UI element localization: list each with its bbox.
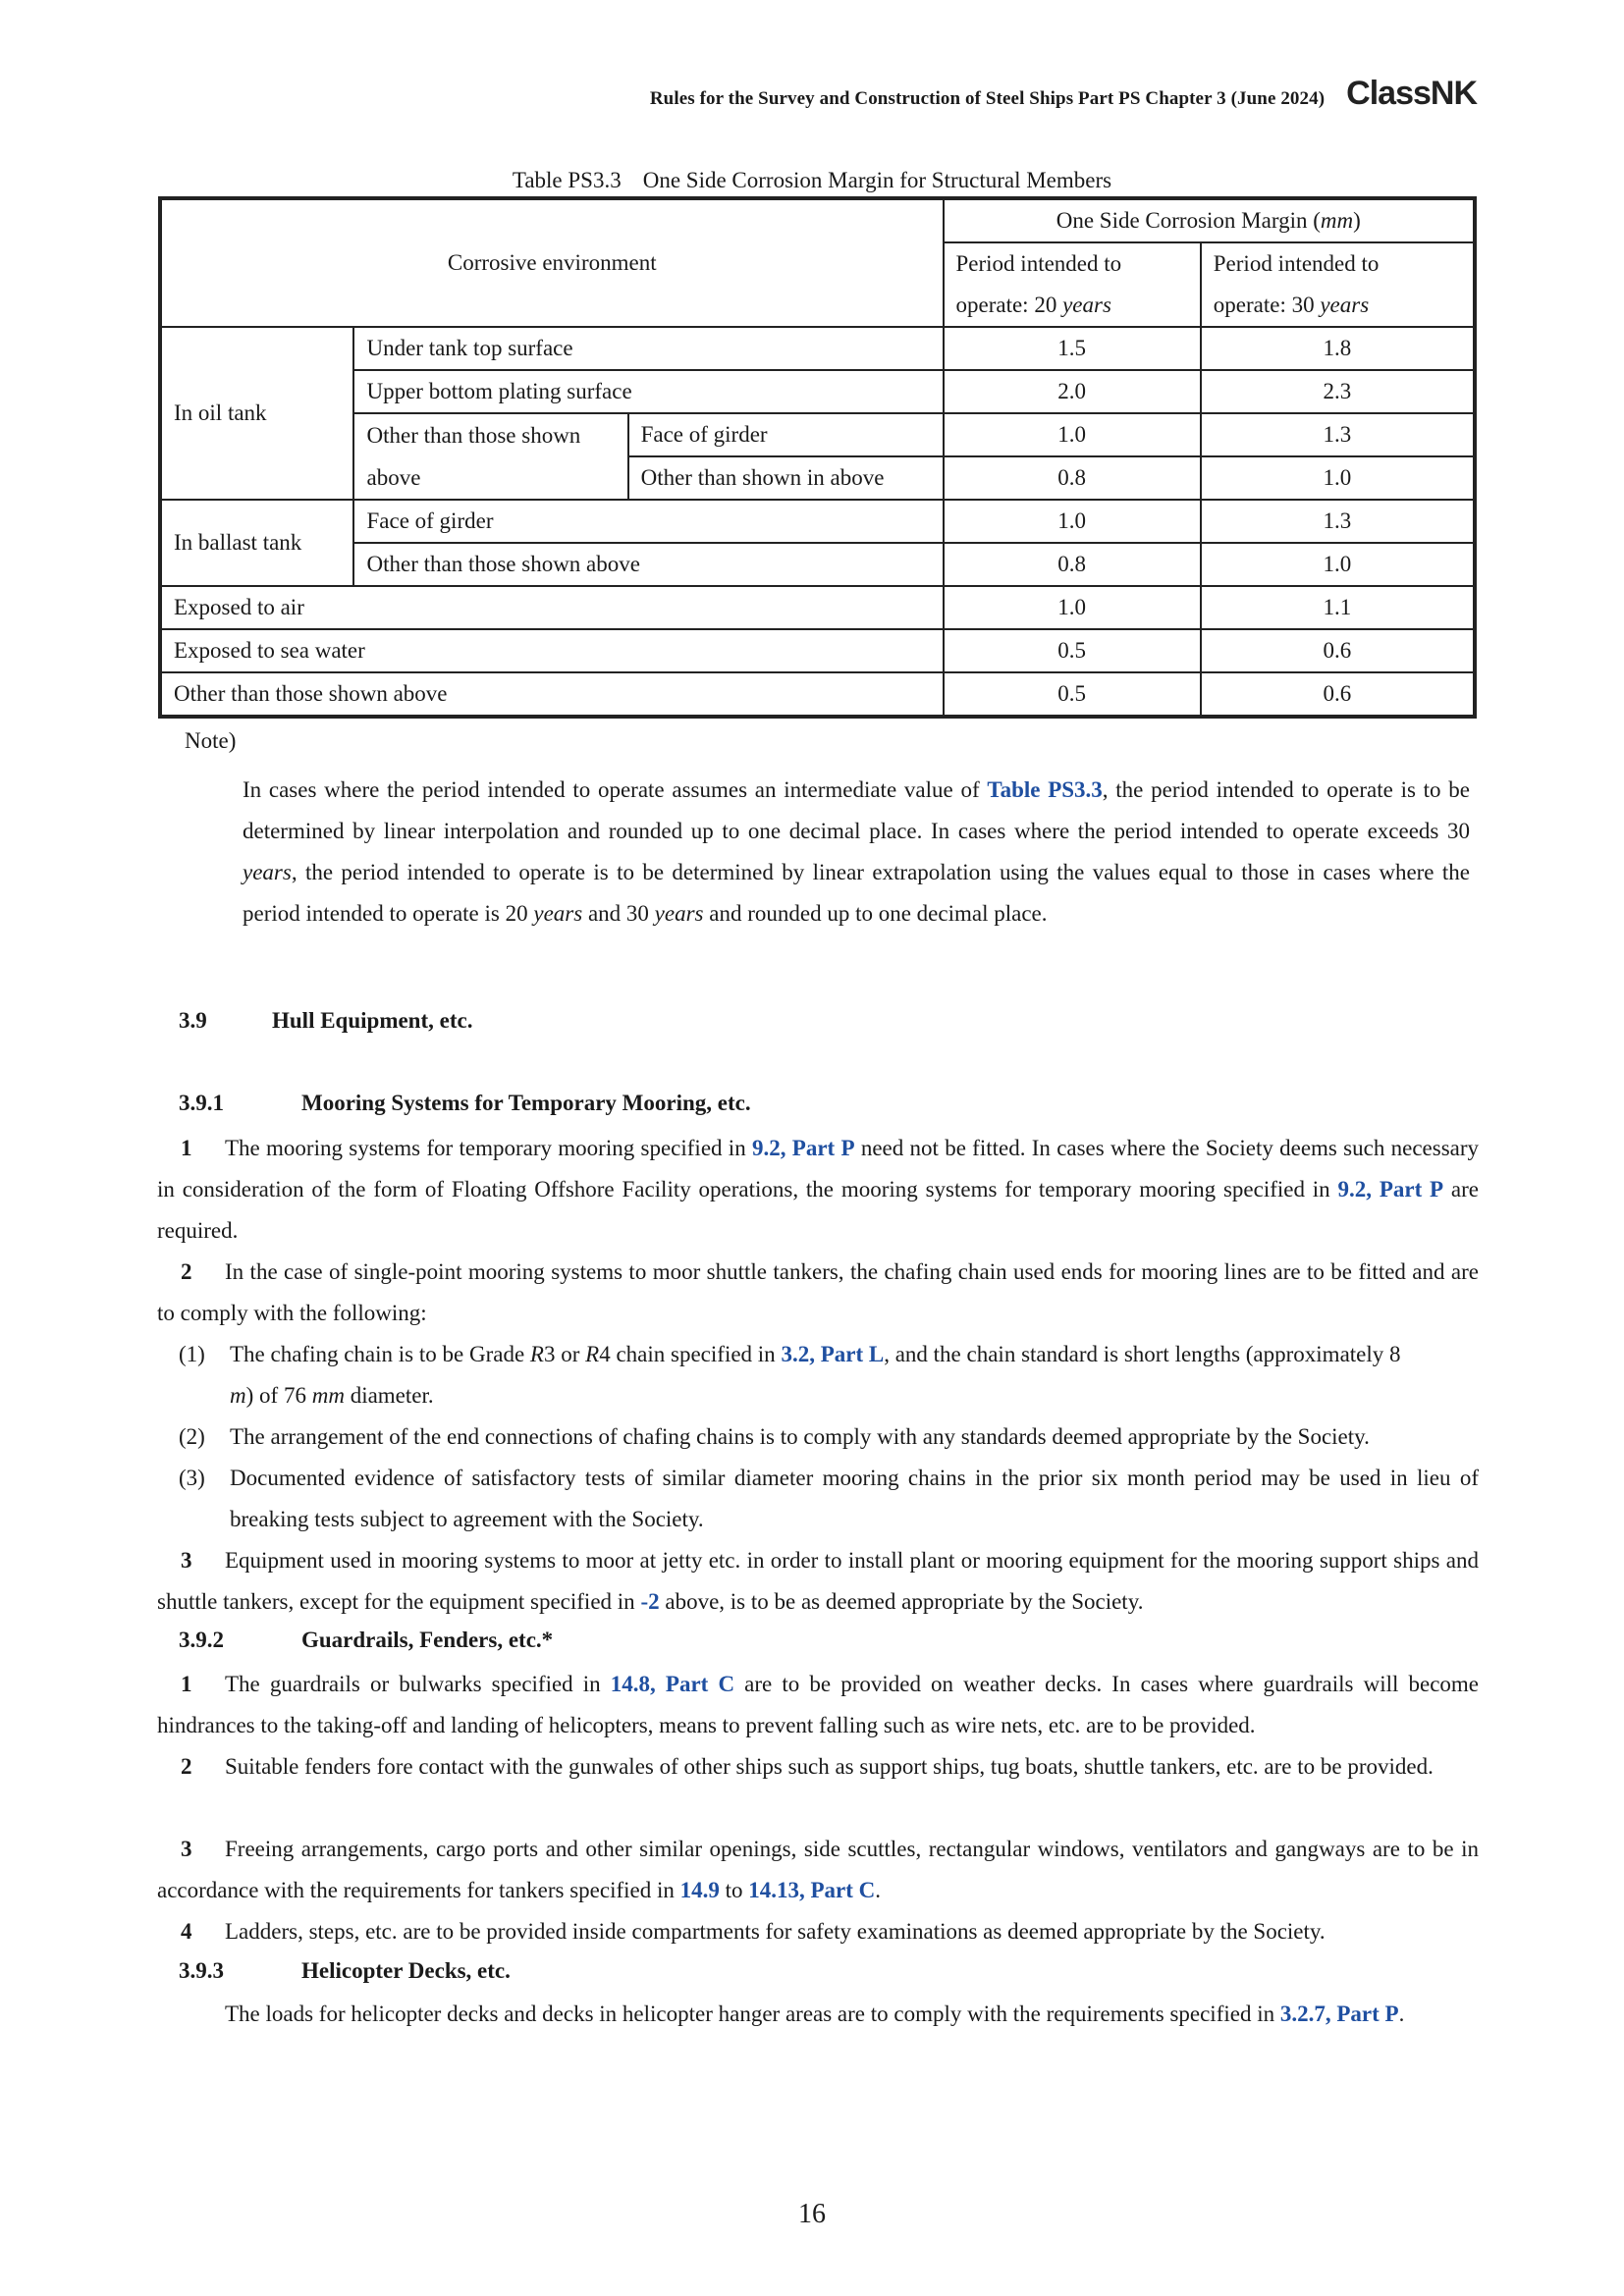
table-row — [160, 456, 1475, 500]
header-period-20-line2: operate: 20 years — [944, 285, 1201, 327]
value-20y: 0.8 — [944, 543, 1201, 586]
value-30y: 1.3 — [1201, 500, 1475, 543]
paragraph-2-link[interactable]: -2 — [640, 1589, 660, 1614]
list-item-2: (2) The arrangement of the end connections of chafing chains is to comply with any standards deemed appropriate by the Society. — [179, 1424, 1370, 1449]
part-c-14-8-link[interactable]: 14.8, Part C — [610, 1672, 735, 1696]
table-ps3-3-link[interactable]: Table PS3.3 — [987, 777, 1103, 802]
page-header — [650, 75, 1477, 113]
value-30y: 0.6 — [1201, 629, 1475, 672]
value-20y: 0.5 — [944, 672, 1201, 717]
paragraph-3-9-1-2: 2 In the case of single-point mooring systems to moor shuttle tankers, the chafing chain used ends for mooring lines are to be fitted and are to comply with the following: — [157, 1259, 1479, 1325]
row-label: Exposed to sea water — [160, 629, 944, 672]
value-30y: 1.3 — [1201, 413, 1475, 456]
part-p-3-2-7-link[interactable]: 3.2.7, Part P — [1279, 2002, 1399, 2026]
row-label: Face of girder — [628, 413, 944, 456]
table-row — [160, 500, 1475, 543]
table-caption — [0, 168, 1624, 193]
row-label: Other than those shown above — [160, 672, 944, 717]
part-c-14-9-link[interactable]: 14.9 — [679, 1878, 720, 1902]
corrosion-margin-table — [158, 196, 1477, 719]
value-20y: 1.0 — [944, 413, 1201, 456]
section-3-9-1-heading: 3.9.1 Mooring Systems for Temporary Mooring, etc. — [179, 1091, 751, 1115]
note-body: In cases where the period intended to operate assumes an intermediate value of Table PS3.3, the period intended to operate is to be determined by linear interpolation and rounded up to one decimal place. In cases where the period intended to operate exceeds 30 years, the period intended to operate is to be determined by linear extrapolation using the values equal to those in cases where the period intended to operate is 20 years and 30 years and rounded up to one decimal place. — [243, 777, 1470, 926]
subgroup-other-line2: above — [353, 456, 627, 500]
group-ballast-tank: In ballast tank — [160, 500, 353, 586]
part-p-9-2-link[interactable]: 9.2, Part P — [751, 1136, 855, 1160]
part-p-9-2-link[interactable]: 9.2, Part P — [1337, 1177, 1444, 1201]
header-period-30-line1: Period intended to — [1201, 242, 1475, 285]
value-20y: 0.8 — [944, 456, 1201, 500]
row-label: Exposed to air — [160, 586, 944, 629]
paragraph-3-9-1-1: 1 The mooring systems for temporary mooring specified in 9.2, Part P need not be fitted. In cases where the Society deems such necessary in consideration of the form of Floating Offshore Facility operations, the mooring systems for temporary mooring specified in 9.2, Part P are required. — [157, 1136, 1480, 1243]
paragraph-3-9-2-1: 1 The guardrails or bulwarks specified in 14.8, Part C are to be provided on weather decks. In cases where guardrails will become hindrances to the taking-off and landing of helicopters, means to prevent falling such as wire nets, etc. are to be provided. — [157, 1672, 1480, 1737]
table-row — [160, 413, 1475, 456]
row-label: Under tank top surface — [353, 327, 943, 370]
value-20y: 0.5 — [944, 629, 1201, 672]
value-30y: 1.8 — [1201, 327, 1475, 370]
section-3-9-3-heading: 3.9.3 Helicopter Decks, etc. — [179, 1958, 511, 1983]
value-30y: 2.3 — [1201, 370, 1475, 413]
running-title: Rules for the Survey and Construction of Steel Ships Part PS Chapter 3 (June 2024) — [649, 88, 1326, 109]
table-row — [160, 672, 1475, 717]
section-3-9-heading: 3.9 Hull Equipment, etc. — [179, 1008, 473, 1033]
value-20y: 1.0 — [944, 500, 1201, 543]
row-label: Upper bottom plating surface — [353, 370, 943, 413]
table-row — [160, 543, 1475, 586]
value-20y: 1.5 — [944, 327, 1201, 370]
value-20y: 2.0 — [944, 370, 1201, 413]
table-row — [160, 327, 1475, 370]
header-margin: One Side Corrosion Margin (mm) — [944, 198, 1476, 242]
list-item-1: (1) The chafing chain is to be Grade R3 or R4 chain specified in 3.2, Part L, and the chain standard is short lengths (approximately 8 m) of 76 mm diameter. — [179, 1342, 1401, 1408]
row-label: Other than those shown above — [353, 543, 943, 586]
table-row — [160, 586, 1475, 629]
subgroup-other-line1: Other than those shown — [353, 413, 627, 456]
paragraph-3-9-3: The loads for helicopter decks and decks in helicopter hanger areas are to comply with the requirements specified in 3.2.7, Part P. — [225, 2002, 1405, 2026]
paragraph-3-9-2-3: 3 Freeing arrangements, cargo ports and other similar openings, side scuttles, rectangular windows, ventilators and gangways are to be in accordance with the requirements for tankers specified in 14.9 to 14.13, Part C. — [157, 1837, 1479, 1902]
table-caption-text: One Side Corrosion Margin for Structural Members — [642, 168, 1112, 192]
header-period-20-line1: Period intended to — [944, 242, 1201, 285]
value-30y: 0.6 — [1201, 672, 1475, 717]
row-label: Other than shown in above — [628, 456, 944, 500]
note-label: Note) — [185, 728, 237, 753]
table-row — [160, 370, 1475, 413]
row-label: Face of girder — [353, 500, 943, 543]
section-3-9-2-heading: 3.9.2 Guardrails, Fenders, etc.* — [179, 1628, 554, 1652]
part-l-3-2-link[interactable]: 3.2, Part L — [781, 1342, 885, 1366]
list-item-3: (3) Documented evidence of satisfactory tests of similar diameter mooring chains in the prior six month period may be used in lieu of breaking tests subject to agreement with the Society. — [179, 1466, 1479, 1531]
value-30y: 1.0 — [1201, 543, 1475, 586]
header-corrosive-environment: Corrosive environment — [160, 198, 944, 327]
paragraph-3-9-2-2: 2 Suitable fenders fore contact with the gunwales of other ships such as support ships, tug boats, shuttle tankers, etc. are to be provided. — [181, 1754, 1434, 1779]
table-caption-id: Table PS3.3 — [512, 168, 622, 192]
value-20y: 1.0 — [944, 586, 1201, 629]
value-30y: 1.1 — [1201, 586, 1475, 629]
value-30y: 1.0 — [1201, 456, 1475, 500]
table-header-row — [160, 198, 1475, 242]
group-oil-tank: In oil tank — [160, 327, 353, 500]
part-c-14-13-link[interactable]: 14.13, Part C — [748, 1878, 876, 1902]
classnk-logo: ClassNK — [1346, 75, 1477, 112]
page-number: 16 — [798, 2199, 826, 2229]
header-period-30-line2: operate: 30 years — [1201, 285, 1475, 327]
paragraph-3-9-1-3: 3 Equipment used in mooring systems to moor at jetty etc. in order to install plant or mooring equipment for the mooring support ships and shuttle tankers, except for the equipment specified in -2 above, is to be as deemed appropriate by the Society. — [157, 1548, 1479, 1614]
table-row — [160, 629, 1475, 672]
paragraph-3-9-2-4: 4 Ladders, steps, etc. are to be provided inside compartments for safety examinations as deemed appropriate by the Society. — [181, 1919, 1326, 1944]
